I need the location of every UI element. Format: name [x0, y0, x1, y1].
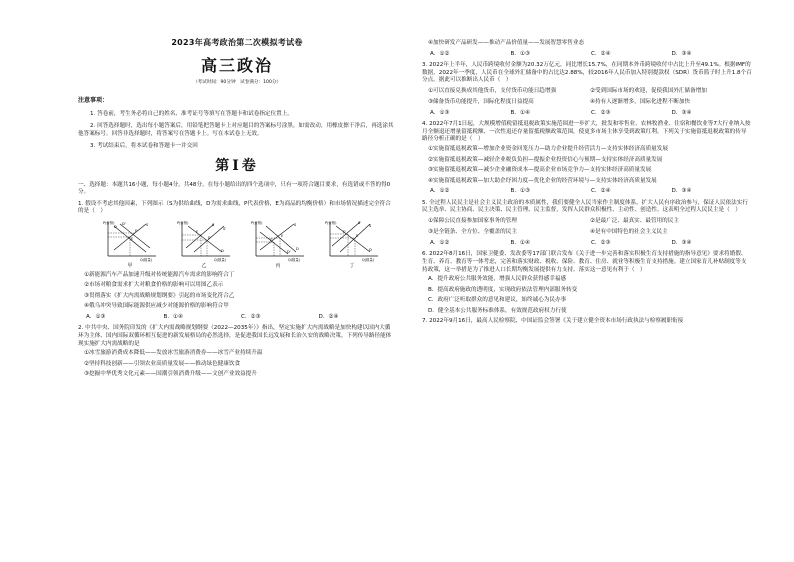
chart-jia-name: 甲 [127, 262, 133, 269]
chart-yi-label: S [212, 222, 215, 227]
question-7-stem: 7. 2022年9月16日，最高人民检察院、中国证监会签署《关于建立健全资本市场行政执法与检察履职衔接 [422, 318, 684, 325]
chart-bing-label: D [296, 246, 299, 251]
question-3-items [422, 88, 752, 107]
question-2-item: ①冰雪旅游消费成本降低——发放冰雪旅游消费券——冰雪产业持续升温 [84, 350, 263, 357]
chart-yi-name: 乙 [201, 262, 207, 269]
note-item: 3. 考试结束后，将本试卷和答题卡一并交回 [90, 143, 198, 150]
subject-title: 高三政治 [200, 55, 273, 75]
option-c[interactable]: C．②④ [591, 188, 611, 195]
option-a[interactable]: A．①② [430, 239, 450, 246]
question-4-stem: 4. 2022年7月1日起，大规模增值税留抵退税政策实施范围进一步扩大，批发和零售业、农林牧渔业、住宿和餐饮业等7大行业纳入按月全额退还增量留抵税额、一次性退还存量留抵税额政策范围，使更多市场主体享受到政策红利。下列关于实施留抵退税政策的传导路径分析正确的是（ ） [422, 121, 751, 143]
chart-jia-xlabel: Q(数量) [140, 257, 153, 262]
question-6-stem: 6. 2022年8月16日，国家卫健委、发改委等17部门联合发布《关于进一步完善和落实积极生育支持措施的指导意见》要求将婚假、生育、养育、教育等一体考虑，完善和落实财政、税收、保险、教育、住房、就业等积极生育支持措施。建立国家育儿补贴制度等支持政策，这一举措是为了推进人口长期均衡发展提供有力支持。落实这一意见有利于（ ） [422, 251, 747, 273]
chart-jia-ylabel: P(价格) [103, 220, 115, 225]
chart-yi-label: E' [208, 235, 211, 240]
chart-jia-label: D [114, 224, 117, 229]
chart-yi [172, 218, 236, 270]
question-1-stem: 1. 假设不考虑其他因素，下列图示（S为供给曲线，D为需求曲线，P代表价格，E为商品的均衡价格）和市场情况描述完全符合的是（ ） [78, 200, 391, 215]
chart-bing [246, 218, 310, 270]
option-b[interactable]: B．①④ [510, 239, 530, 246]
question-1-item: ①新能源汽车产品加速升级对传统能源汽车需求的影响符合丁 [84, 271, 235, 278]
question-5-item: ①保障公民直接参加国家事务的管理 [428, 217, 517, 224]
chart-jia-label: S [146, 222, 149, 227]
question-6-option[interactable]: A．提升政府公共服务效能，增强人民群众获得感幸福感 [428, 276, 567, 283]
chart-yi-label: D [221, 248, 224, 253]
part-title: 第Ⅰ卷 [215, 157, 259, 174]
question-4-item: ①实施留抵退税政策—增加企业资金回笼压力—助力企业提升经营活力—支持实体经济高质量发展 [428, 146, 668, 153]
chart-yi-label: E [196, 229, 199, 234]
chart-ding-label: E [356, 233, 359, 238]
question-3-item: ④持有人逐渐增多，国际化进程不断加快 [590, 99, 691, 106]
note-item: 1. 答卷前，考生务必将自己的姓名、准考证号等填写在答题卡和试卷指定位置上。 [90, 110, 293, 117]
section-intro: 一、选择题：本题共16小题，每小题4分，共48分。在每小题给出的四个选项中，只有一项符合题目要求，有选错或不答的得0分。 [78, 181, 391, 196]
option-d[interactable]: D．③④ [671, 239, 692, 246]
question-2-item: ②坚持科技创新——引领农业高质量发展——推动绿色健康饮食 [84, 360, 241, 367]
chart-jia-label: D' [122, 221, 126, 226]
chart-yi-ylabel: P(价格) [177, 220, 189, 225]
chart-ding-name: 丁 [349, 262, 355, 269]
chart-ding-label: S' [358, 220, 362, 225]
chart-jia [98, 218, 162, 270]
option-d[interactable]: D．③④ [671, 109, 692, 116]
option-b[interactable]: B．①④ [163, 313, 183, 320]
question-1-item: ③贯彻落实《扩大内需战略规划纲要》引起的市场变化符合乙 [84, 292, 235, 299]
question-5-item: ④是有中国特色的社会主义民主 [590, 229, 668, 236]
question-1-item: ②市场对粮食需求扩大对粮食价格的影响可以用图乙表示 [84, 282, 224, 289]
question-2-options [422, 51, 752, 59]
option-b[interactable]: B．①④ [510, 109, 530, 116]
question-3-item: ①可以直接兑换成其他货币，支付货币功能日趋增强 [428, 87, 557, 94]
chart-bing-label: S [294, 222, 297, 227]
option-c[interactable]: C．②③ [591, 239, 611, 246]
option-b[interactable]: B．①③ [510, 50, 530, 57]
chart-jia-label: E' [135, 228, 138, 233]
exam-title: 2023年高考政治第二次模拟考试卷 [171, 38, 303, 47]
supply-demand-charts [78, 218, 396, 270]
question-6-option[interactable]: B．提高政府施政的透明度，实现政府依法管理内部服务转变 [428, 286, 578, 293]
chart-jia-graphic [102, 218, 158, 262]
chart-yi-label: S' [223, 226, 227, 231]
question-4-options [422, 188, 752, 196]
chart-ding-label: S [369, 223, 372, 228]
question-6-option[interactable]: C．政府广泛听取群众的意见和建议，始终诚心为民办事 [428, 297, 567, 304]
chart-ding-ylabel: P(价格) [325, 220, 337, 225]
left-column [78, 38, 396, 382]
question-4-item: ③实施留抵退税政策—减少企业融资成本—提高企业市场竞争力—支持实体经济高质量发展 [428, 167, 652, 174]
question-2-item: ③挖掘中华优秀文化元素——国潮引领消费升级——文创产业效益提升 [84, 371, 257, 378]
chart-ding-label: D [369, 247, 372, 252]
option-a[interactable]: A．①② [430, 188, 450, 195]
option-c[interactable]: C．②④ [591, 50, 611, 57]
chart-ding-graphic [324, 218, 380, 262]
question-5-options [422, 240, 752, 248]
question-5-item: ②是最广泛、最真实、最管用的民主 [590, 217, 679, 224]
chart-bing-ylabel: P(价格) [251, 220, 263, 225]
question-5-items [422, 218, 752, 237]
question-3-item: ②受到国际市场的欢迎，促使我国外汇储备增加 [590, 87, 707, 94]
chart-bing-graphic [250, 218, 306, 262]
question-4-item: ④实施留抵退税政策—加大助企纾困力度—优化企业的经营环境与—支持实体经济高质量发展 [428, 177, 657, 184]
chart-ding [320, 218, 384, 270]
notes-heading: 注意事项： [78, 96, 109, 104]
question-2-stem: 2. 中共中央、国务院印发的《扩大内需战略规划纲要（2022—2035年）》指出，坚定实施扩大内需战略是加快构建以国内大循环为主体、国内国际双循环相互促进的新发展格局的必然选择，是促进我国长远发展和长治久安的战略决策。下列传导路径能体现实施扩大内需战略的是 [78, 325, 392, 347]
option-d[interactable]: D．③④ [671, 188, 692, 195]
chart-bing-name: 丙 [275, 262, 281, 269]
question-3-stem: 3. 2022年上半年，人民币跨境收付金额为20.32万亿元，同比增长15.7%，在同期本外币跨境收付中占比上升至49.1%。根据IMF的数据，2022年一季度，人民币在全球外汇储备中的占比达2.88%，较2016年人民币加入特别提款权（SDR）货币篮子时上升1.8个百分点。据此可以推断出人民币（ ） [422, 62, 752, 84]
option-c[interactable]: C．②③ [591, 109, 611, 116]
option-b[interactable]: B．①③ [510, 188, 530, 195]
question-1-item: ④俄乌冲突导致国际能源供应减少对能源价格的影响符合甲 [84, 303, 229, 310]
note-item: 2. 回答选择题时，选出每小题答案后，用铅笔把答题卡上对应题目的答案标号涂黑。如需改动，用橡皮擦干净后，再选涂其他答案标号。回答非选择题时，将答案写在答题卡上。写在本试卷上无效。 [78, 123, 394, 137]
option-d[interactable]: D．③④ [671, 50, 692, 57]
option-c[interactable]: C．②③ [241, 313, 261, 320]
chart-yi-graphic [176, 218, 232, 262]
option-a[interactable]: A．①③ [86, 313, 106, 320]
chart-jia-label: E [131, 236, 134, 241]
question-2-item: ④加快研发产品研发——推动产品价值量——发展智慧零售业态 [428, 40, 585, 46]
question-1-options [78, 314, 396, 322]
option-a[interactable]: A．①③ [430, 109, 450, 116]
question-4-item: ②实施留抵退税政策—减轻企业税负负担—提振企业投资信心与预期—支持实体经济高质量发展 [428, 156, 663, 163]
chart-ding-xlabel: Q(数量) [362, 257, 375, 262]
chart-bing-label: D' [287, 249, 291, 254]
option-d[interactable]: D．②④ [318, 313, 339, 320]
question-3-item: ③储备货币功能提升，国际化程度日益提高 [428, 99, 534, 106]
question-3-options [422, 110, 752, 118]
chart-bing-label: E' [270, 237, 273, 242]
option-a[interactable]: A．①② [430, 50, 450, 57]
exam-time-info: （考试时间：90分钟 试卷满分：100分） [192, 80, 282, 86]
right-column [422, 40, 752, 328]
question-6-option[interactable]: D．健全基本公共服务标准体系，有效规范政府权力行使 [428, 307, 567, 314]
chart-bing-label: E [281, 233, 284, 238]
chart-bing-xlabel: Q(数量) [288, 257, 301, 262]
chart-ding-label: E' [343, 229, 346, 234]
question-5-stem: 5. 全过程人民民主是社会主义民主政治的本质属性，我们要健全人民当家作主制度体系，扩大人民有序政治参与，保证人民依法实行民主选举、民主协商、民主决策、民主管理、民主监督，发挥人民群众积极性、主动性、创造性。这表明全过程人民民主是（ ） [422, 199, 748, 214]
question-5-item: ③是全链条、全方位、全覆盖的民主 [428, 229, 517, 236]
chart-yi-xlabel: Q(数量) [214, 257, 227, 262]
